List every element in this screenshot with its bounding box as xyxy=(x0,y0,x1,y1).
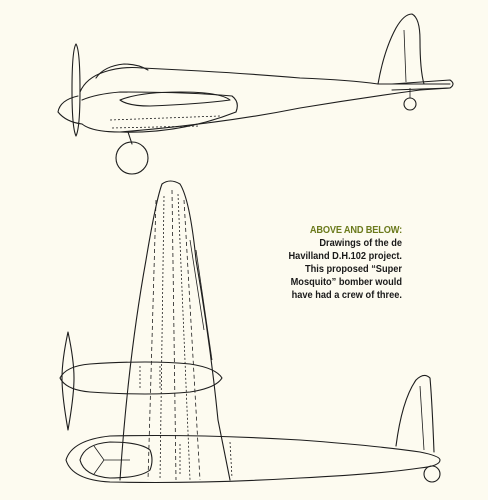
side-fuselage-top xyxy=(80,68,450,93)
plan-wing-spar xyxy=(148,190,200,480)
caption-lead: ABOVE AND BELOW: xyxy=(309,224,402,236)
side-tail-wheel xyxy=(404,98,416,110)
plan-tailfin xyxy=(396,375,434,452)
caption-body: Drawings of the de Havilland D.H.102 project. This proposed “Super Mosquito” bomber would have had a crew of three. xyxy=(288,237,402,301)
side-fuselage-bottom xyxy=(120,88,450,132)
side-nacelle xyxy=(82,92,237,132)
plan-nacelle xyxy=(60,362,222,394)
plan-fuselage-dash xyxy=(180,442,232,478)
side-tailplane xyxy=(392,80,453,90)
plan-canopy-frame xyxy=(94,446,130,474)
plan-rudder xyxy=(420,386,424,450)
side-tailfin xyxy=(378,14,424,84)
plan-propeller xyxy=(62,332,74,430)
side-view-drawing xyxy=(58,14,453,174)
side-canopy xyxy=(96,64,148,78)
plan-wing-spar-2 xyxy=(160,194,190,480)
side-spinner xyxy=(58,96,82,124)
side-main-wheel xyxy=(116,142,148,174)
side-nacelle-window xyxy=(120,92,230,106)
side-wing-dash xyxy=(110,116,220,128)
plan-nacelle-dash xyxy=(140,366,160,390)
plan-tail-wheel xyxy=(424,466,440,482)
side-rudder-line xyxy=(404,30,406,82)
figure-caption xyxy=(284,224,402,302)
